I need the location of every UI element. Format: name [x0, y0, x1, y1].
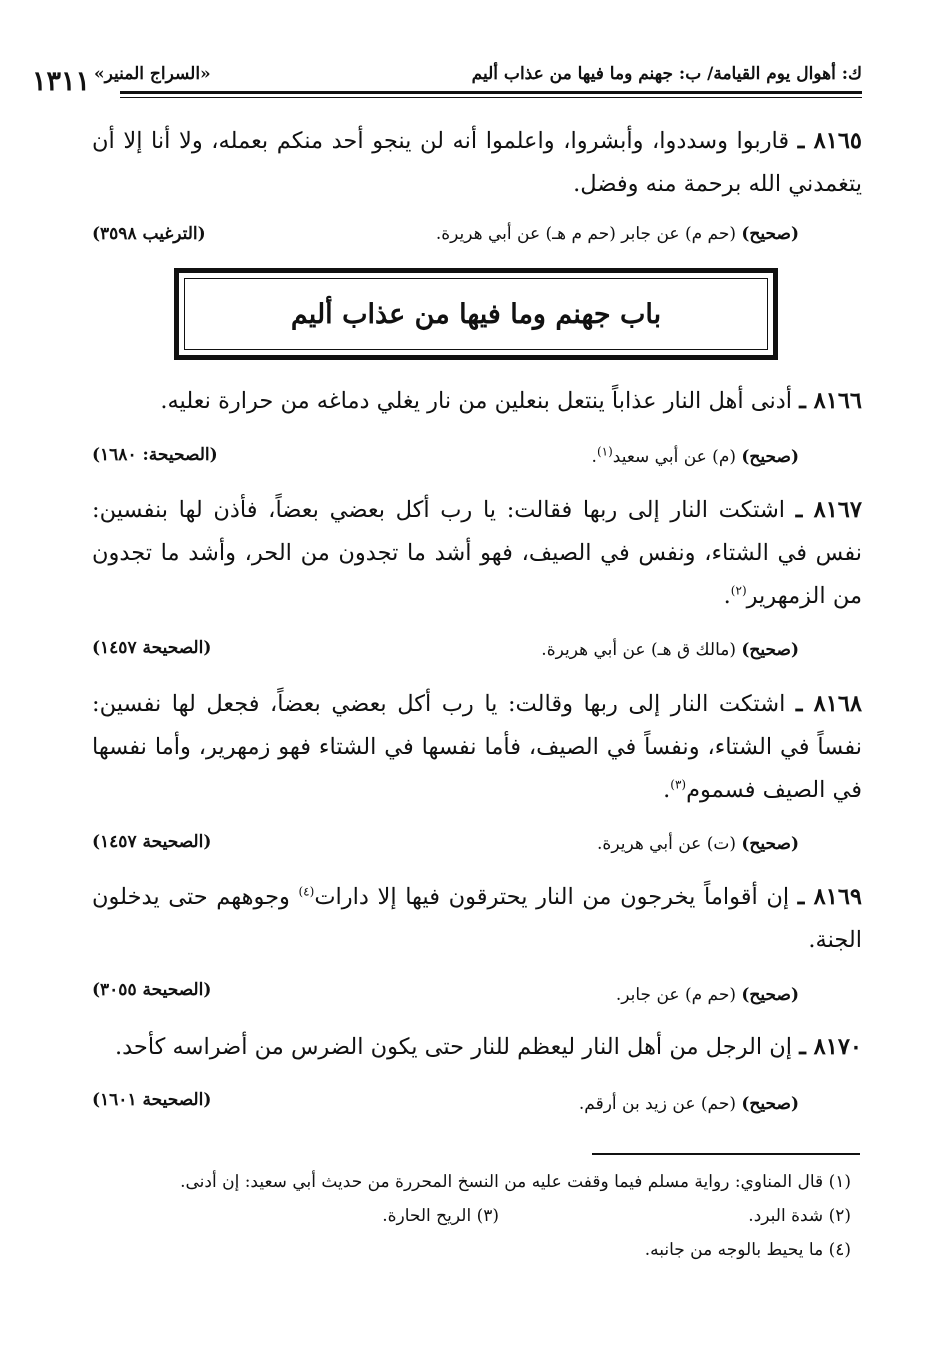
footnote-text: قال المناوي: رواية مسلم فيما وقفت عليه من النسخ المحررة من حديث أبي سعيد: إن أدنى. — [180, 1172, 824, 1192]
entry-text: أدنى أهل النار عذاباً ينتعل بنعلين من نار يغلي دماغه من حرارة نعليه. — [160, 388, 793, 414]
entry-number: ٨١٦٦ ـ — [799, 388, 862, 414]
book-title: «السراج المنير» — [94, 64, 211, 84]
grade-text: (مالك ق هـ) عن أبي هريرة. — [541, 640, 736, 660]
entry-text: اشتكت النار إلى ربها وقالت: يا رب أكل بعضي بعضاً، فجعل لها نفسين: نفساً في الشتاء، ونفساً في الصيف، فأما نفسها في الشتاء فهو زمهرير، وأما نفسها في الصيف فسموم — [92, 691, 862, 803]
grade-line — [591, 444, 799, 467]
footnote-mark: (١) — [828, 1172, 851, 1192]
page-number: ١٣١١ — [32, 66, 91, 97]
source-reference: (الصحيحة: ١٦٨٠) — [92, 445, 218, 465]
footnote-2 — [748, 1206, 851, 1226]
footnote-4 — [645, 1240, 851, 1260]
section-banner — [174, 268, 778, 360]
hadith-entry-8168 — [92, 683, 862, 812]
chapter-title: ك: أهوال يوم القيامة/ ب: جهنم وما فيها من عذاب أليم — [471, 64, 862, 84]
grade-line — [616, 985, 799, 1005]
grade-label: (صحيح) — [741, 447, 799, 467]
entry-number: ٨١٦٧ ـ — [795, 497, 862, 523]
footnote-text: شدة البرد. — [748, 1206, 824, 1226]
grade-line — [597, 834, 799, 854]
grade-line — [436, 224, 799, 244]
footnote-separator — [592, 1153, 860, 1155]
footnote-marker: (١) — [596, 444, 613, 459]
footnote-mark: (٤) — [828, 1240, 851, 1260]
hadith-entry-8169 — [92, 876, 862, 962]
hadith-entry-8165 — [92, 120, 862, 206]
section-title: باب جهنم وما فيها من عذاب أليم — [290, 298, 662, 330]
entry-text: إن الرجل من أهل النار ليعظم للنار حتى يكون الضرس من أضراسه كأحد. — [114, 1034, 793, 1060]
grade-punctuation: . — [591, 447, 597, 467]
header-rule-thin — [120, 97, 862, 98]
source-reference: (الصحيحة ١٤٥٧) — [92, 638, 212, 658]
source-reference: (الصحيحة ١٦٠١) — [92, 1090, 212, 1110]
footnote-1 — [180, 1172, 851, 1192]
entry-number: ٨١٧٠ ـ — [799, 1034, 862, 1060]
footnote-marker: (٢) — [730, 583, 747, 598]
entry-punctuation: . — [663, 777, 671, 803]
footnote-mark: (٣) — [476, 1206, 499, 1226]
grade-line — [579, 1094, 799, 1114]
grade-label: (صحيح) — [741, 834, 799, 854]
source-reference: (الصحيحة ١٤٥٧) — [92, 832, 212, 852]
grade-line — [541, 640, 799, 660]
grade-text: (حم م) عن جابر (حم م هـ) عن أبي هريرة. — [435, 224, 736, 244]
footnote-text: ما يحيط بالوجه من جانبه. — [644, 1240, 824, 1260]
footnote-text: الريح الحارة. — [382, 1206, 472, 1226]
grade-text: (م) عن أبي سعيد — [612, 447, 736, 467]
grade-label: (صحيح) — [741, 1094, 799, 1114]
source-reference: (الترغيب ٣٥٩٨) — [92, 224, 206, 244]
entry-text: إن أقواماً يخرجون من النار يحترقون فيها إلا دارات — [314, 884, 790, 910]
entry-text: اشتكت النار إلى ربها فقالت: يا رب أكل بعضي بعضاً، فأذن لها بنفسين: نفس في الشتاء، ونفس في الصيف، فهو أشد ما تجدون من الحر، وأشد ما تجدون من الزمهرير — [92, 497, 862, 609]
entry-text-continued: وجوههم حتى يدخلون الجنة. — [92, 884, 862, 953]
grade-text: (حم) عن زيد بن أرقم. — [578, 1094, 736, 1114]
footnote-mark: (٢) — [828, 1206, 851, 1226]
hadith-entry-8166 — [92, 380, 862, 423]
grade-label: (صحيح) — [741, 224, 799, 244]
hadith-entry-8170 — [92, 1026, 862, 1069]
footnote-marker: (٤) — [298, 884, 315, 899]
grade-text: (ت) عن أبي هريرة. — [597, 834, 736, 854]
hadith-entry-8167 — [92, 489, 862, 618]
entry-number: ٨١٦٥ ـ — [797, 128, 862, 154]
grade-label: (صحيح) — [741, 985, 799, 1005]
footnote-marker: (٣) — [670, 777, 687, 792]
grade-label: (صحيح) — [741, 640, 799, 660]
grade-text: (حم م) عن جابر. — [615, 985, 736, 1005]
source-reference: (الصحيحة ٣٠٥٥) — [92, 980, 212, 1000]
section-banner-inner — [184, 278, 768, 350]
entry-text: قاربوا وسددوا، وأبشروا، واعلموا أنه لن ينجو أحد منكم بعمله، ولا أنا إلا أن يتغمدني الله برحمة منه وفضل. — [92, 128, 862, 197]
entry-punctuation: . — [723, 583, 731, 609]
entry-number: ٨١٦٩ ـ — [797, 884, 863, 910]
header-rule — [120, 91, 862, 94]
footnote-3 — [382, 1206, 499, 1226]
running-header — [32, 58, 862, 98]
entry-number: ٨١٦٨ ـ — [795, 691, 863, 717]
